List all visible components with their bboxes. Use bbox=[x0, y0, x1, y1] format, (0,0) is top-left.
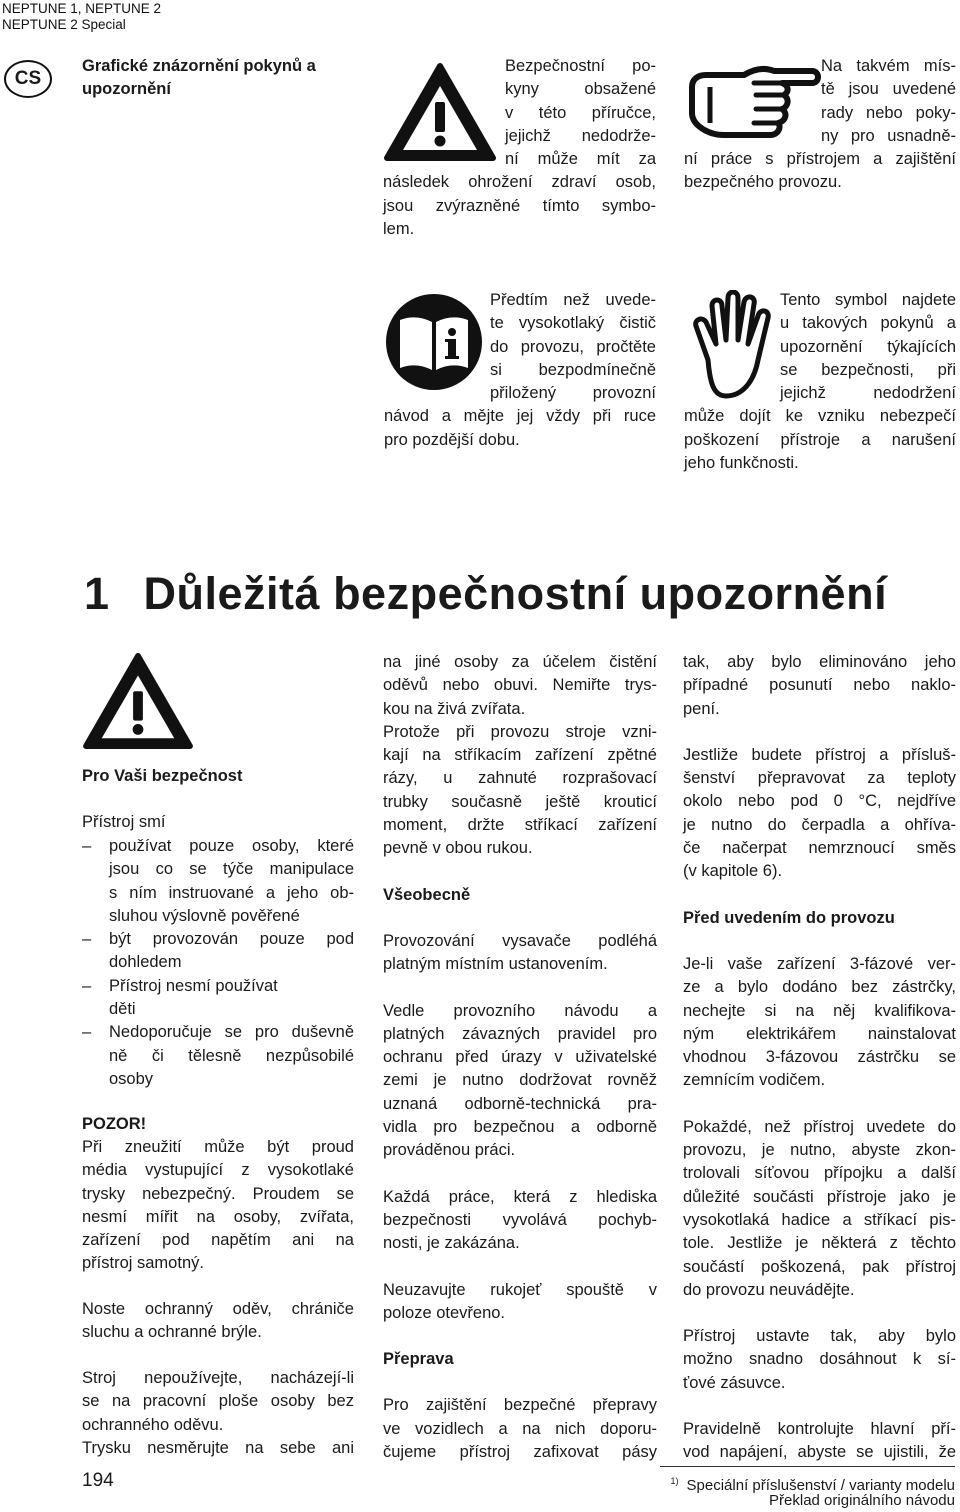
text-line: kou na živá zvířata. bbox=[383, 699, 526, 718]
text-line: osoby bbox=[109, 1069, 154, 1088]
text-line: ny pro usnadně- bbox=[821, 126, 956, 145]
text-line: nosti, je zakázána. bbox=[383, 1234, 520, 1253]
transport-heading: Přeprava bbox=[383, 1350, 454, 1369]
text-line: trysky nebezpečný. Proudem se bbox=[82, 1184, 354, 1203]
text-line: může dojít ke vzniku nebezpečí bbox=[684, 407, 956, 426]
text-line: bezpečného provozu. bbox=[684, 173, 842, 192]
page-number: 194 bbox=[82, 1470, 114, 1491]
hint-symbol-text bbox=[684, 55, 956, 195]
list-item bbox=[82, 975, 354, 1022]
text-line: Přístroj nesmí používat bbox=[109, 976, 278, 995]
text-line: ve vozidlech a na nich doporu- bbox=[383, 1419, 657, 1438]
text-line: Provozování vysavače podléhá bbox=[383, 931, 657, 950]
text-line: sluhou výslovně pověřené bbox=[109, 906, 300, 925]
text-line: Noste ochranný oděv, chrániče bbox=[82, 1300, 354, 1318]
plug-paragraph bbox=[683, 953, 956, 1093]
list-dash: – bbox=[82, 976, 92, 995]
text-line: lem. bbox=[383, 220, 415, 239]
text-line: pevně v obou rukou. bbox=[383, 839, 533, 858]
text-line: případné posunutí nebo naklo- bbox=[683, 676, 956, 695]
text-line: vidla pro bezpečnou a odborně bbox=[383, 1118, 657, 1137]
stop-symbol-text bbox=[684, 289, 956, 475]
safety-heading: Pro Vaši bezpečnost bbox=[82, 767, 243, 785]
text-line: Jestliže budete přístroj a přísluš- bbox=[683, 745, 956, 764]
text-line: rázy, u zahnuté rozprašovací bbox=[383, 769, 657, 788]
text-line: Na takvém mís- bbox=[821, 57, 956, 75]
text-line: vysokotlaká hadice a stříkací pis- bbox=[683, 1210, 956, 1229]
text-line: Vedle provozního návodu a bbox=[383, 1001, 657, 1020]
text-line: je nutno do čerpadla a ohříva- bbox=[683, 815, 956, 834]
text-line: tě jsou uvedené bbox=[821, 80, 956, 99]
text-line: ní může mít za bbox=[505, 150, 656, 169]
text-line: Neuzavujte rukojeť spouště v bbox=[383, 1280, 657, 1299]
text-line: Předtím než uvede- bbox=[490, 291, 656, 309]
text-line: děti bbox=[109, 1000, 136, 1019]
text-line: ní práce s přístrojem a zajištění bbox=[684, 150, 956, 169]
text-line: možno snadno dosáhnout k sí- bbox=[683, 1350, 956, 1369]
text-line: Stroj nepoužívejte, nacházejí-li bbox=[82, 1369, 354, 1387]
text-line: sluchu a ochranné brýle. bbox=[82, 1323, 262, 1342]
text-line: přiložený provozní bbox=[490, 384, 656, 403]
transport-paragraph bbox=[383, 1394, 657, 1464]
header-model-line2: NEPTUNE 2 Special bbox=[2, 17, 126, 32]
text-line: uznaná odborně-technická pra- bbox=[383, 1094, 657, 1113]
text-line: oděvů nebo obuvi. Nemiřte trys- bbox=[383, 676, 657, 695]
list-item bbox=[82, 928, 354, 975]
permitted-users-list bbox=[82, 835, 354, 1091]
regulations-paragraph bbox=[383, 930, 657, 977]
column-2 bbox=[383, 651, 657, 1464]
text-line: se bezpečnosti, při bbox=[780, 360, 956, 379]
text-line: ochranného oděvu. bbox=[82, 1415, 224, 1434]
text-line: platných závazných pravidel pro bbox=[383, 1024, 657, 1043]
language-badge: CS bbox=[4, 60, 52, 98]
footnote-text: Speciální příslušenství / varianty modelu bbox=[686, 1477, 955, 1494]
symbols-title-line: Grafické znázornění pokynů a bbox=[82, 57, 316, 75]
text-line: ochranu před úrazy v uživatelské bbox=[383, 1048, 657, 1067]
text-line: jsou zvýrazněné tímto symbo- bbox=[383, 196, 656, 215]
warning-heading: POZOR! bbox=[82, 1115, 147, 1133]
text-line: být provozován pouze pod bbox=[109, 930, 354, 949]
chapter-title: Důležitá bezpečnostní upozornění bbox=[143, 568, 888, 619]
text-line: zařízení pod napětím ani na bbox=[82, 1231, 354, 1250]
text-line: Tento symbol najdete bbox=[780, 291, 956, 309]
placement-paragraph bbox=[683, 1325, 956, 1395]
text-line: u takových pokynů a bbox=[780, 314, 956, 333]
forbidden-work-paragraph bbox=[383, 1186, 657, 1256]
recoil-paragraph bbox=[383, 721, 657, 861]
text-line: platným místním ustanovením. bbox=[383, 955, 608, 974]
text-line: pro pozdější dobu. bbox=[384, 430, 520, 449]
column-3 bbox=[683, 651, 956, 1465]
text-line: poškození přístroje a narušení bbox=[684, 430, 956, 449]
text-line: prováděnou práci. bbox=[383, 1141, 516, 1160]
text-line: pení. bbox=[683, 699, 720, 718]
text-line: se na pracovní ploše osoby bez bbox=[82, 1392, 354, 1411]
text-line: Při zneužití může být proud bbox=[82, 1138, 354, 1156]
text-line: jsou co se týče manipulace bbox=[109, 860, 354, 879]
check-paragraph bbox=[683, 1116, 956, 1302]
text-line: do provozu neuvádějte. bbox=[683, 1280, 855, 1299]
footnote-marker: 1) bbox=[670, 1476, 679, 1486]
tipping-paragraph bbox=[683, 651, 956, 721]
text-line: upozornění týkajících bbox=[780, 337, 956, 356]
chapter-number: 1 bbox=[84, 568, 110, 619]
nozzle-paragraph bbox=[383, 651, 657, 721]
text-line: ným elektrikářem nainstalovat bbox=[683, 1024, 956, 1043]
text-line: jejichž nedodrže- bbox=[505, 126, 656, 145]
trigger-paragraph bbox=[383, 1279, 657, 1326]
text-line: trubky současně ještě krouticí bbox=[383, 792, 657, 811]
text-line: tak, aby bylo eliminováno jeho bbox=[683, 653, 956, 671]
symbols-section-title bbox=[82, 55, 316, 102]
text-line: Nedoporučuje se pro duševně bbox=[109, 1023, 354, 1042]
text-line: moment, držte stříkací zařízení bbox=[383, 816, 657, 835]
text-line: do provozu, pročtěte bbox=[490, 337, 656, 356]
text-line: Bezpečnostní po- bbox=[505, 57, 656, 75]
cable-paragraph bbox=[683, 1418, 956, 1465]
text-line: Přístroj ustavte tak, aby bylo bbox=[683, 1327, 956, 1346]
text-line: zemi je nutno dodržovat rovněž bbox=[383, 1071, 657, 1090]
text-line: rady nebo poky- bbox=[821, 103, 956, 122]
text-line: si bezpodmínečně bbox=[490, 360, 656, 379]
translation-note: Překlad originálního návodu bbox=[769, 1492, 955, 1509]
text-line: provozu, je nutno, abyste zkon- bbox=[683, 1141, 956, 1160]
list-dash: – bbox=[82, 837, 92, 855]
manual-symbol-text bbox=[384, 289, 656, 452]
text-line: kyny obsažené bbox=[505, 80, 656, 99]
persons-in-area-paragraph bbox=[82, 1367, 354, 1460]
text-line: tole. Jestliže je některá z těchto bbox=[683, 1234, 956, 1253]
text-line: čujeme přístroj zafixovat pásy bbox=[383, 1443, 657, 1462]
list-dash: – bbox=[82, 930, 92, 949]
text-line: Protože při provozu stroje vzni- bbox=[383, 722, 657, 741]
general-heading: Všeobecně bbox=[383, 885, 471, 904]
text-line: bezpečnosti vyvolává pochyb- bbox=[383, 1210, 657, 1229]
symbols-title-line: upozornění bbox=[82, 80, 171, 99]
text-line: média vystupující z vysokotlaké bbox=[82, 1161, 354, 1180]
text-line: nechejte si na něj kvalifikova- bbox=[683, 1001, 956, 1020]
text-line: jeho funkčnosti. bbox=[684, 454, 799, 473]
text-line: s ním instruované a jeho ob- bbox=[109, 883, 354, 902]
text-line: na jiné osoby za účelem čistění bbox=[383, 653, 657, 671]
text-line: Pravidelně kontrolujte hlavní pří- bbox=[683, 1420, 956, 1439]
chapter-heading bbox=[84, 568, 887, 620]
text-line: če načerpat nemrznoucí směs bbox=[683, 839, 956, 858]
text-line: používat pouze osoby, které bbox=[109, 837, 354, 855]
text-line: v této příručce, bbox=[505, 103, 656, 122]
intro-text: Přístroj smí bbox=[82, 813, 166, 831]
text-line: zemnícím vodičem. bbox=[683, 1071, 826, 1090]
text-line: následek ohrožení zdraví osob, bbox=[383, 173, 656, 192]
text-line: Je-li vaše zařízení 3-fázové ver- bbox=[683, 954, 956, 973]
text-line: návod a mějte jej vždy při ruce bbox=[384, 407, 656, 426]
text-line: nesmí mířit na osoby, zvířata, bbox=[82, 1207, 354, 1226]
text-line: te vysokotlaký čistič bbox=[490, 314, 656, 333]
text-line: Pokaždé, než přístroj uvedete do bbox=[683, 1117, 956, 1136]
text-line: kají na stříkacím zařízení zpětné bbox=[383, 746, 657, 765]
header-model-line1: NEPTUNE 1, NEPTUNE 2 bbox=[2, 1, 162, 16]
frost-paragraph bbox=[683, 744, 956, 884]
text-line: Trysku nesměrujte na sebe ani bbox=[82, 1438, 354, 1457]
text-line: důležité součásti přístroje jako je bbox=[683, 1187, 956, 1206]
text-line: jejichž nedodržení bbox=[780, 384, 956, 403]
footnote-rule bbox=[660, 1466, 955, 1467]
text-line: Každá práce, která z hlediska bbox=[383, 1187, 657, 1206]
text-line: ně či tělesně nezpůsobilé bbox=[109, 1046, 354, 1065]
text-line: ťové zásuvce. bbox=[683, 1373, 786, 1392]
text-line: vod napájení, abyste se ujistili, že bbox=[683, 1443, 956, 1462]
text-line: Pro zajištění bezpečné přepravy bbox=[383, 1396, 657, 1415]
text-line: trolovali síťovou přípojku a další bbox=[683, 1164, 956, 1183]
text-line: šenství přepravovat za teploty bbox=[683, 769, 956, 788]
list-item bbox=[82, 1021, 354, 1091]
text-line: ze a bylo dodáno bez zástrčky, bbox=[683, 978, 956, 997]
before-operation-heading: Před uvedením do provozu bbox=[683, 908, 895, 927]
text-line: součástí poškozená, pak přístroj bbox=[683, 1257, 956, 1276]
text-line: vhodnou 3-fázovou zástrčku se bbox=[683, 1048, 956, 1067]
text-line: poloze otevřeno. bbox=[383, 1303, 506, 1322]
warning-symbol-text bbox=[383, 55, 656, 241]
rules-paragraph bbox=[383, 1000, 657, 1163]
text-line: (v kapitole 6). bbox=[683, 862, 783, 881]
warning-triangle-icon bbox=[82, 652, 194, 750]
text-line: přístroj samotný. bbox=[82, 1254, 204, 1273]
misuse-warning-paragraph bbox=[82, 1136, 354, 1276]
list-item bbox=[82, 835, 354, 928]
list-dash: – bbox=[82, 1023, 92, 1042]
protective-gear-paragraph bbox=[82, 1298, 354, 1345]
text-line: dohledem bbox=[109, 953, 182, 972]
text-line: okolo nebo pod 0 °C, nejdříve bbox=[683, 792, 956, 811]
